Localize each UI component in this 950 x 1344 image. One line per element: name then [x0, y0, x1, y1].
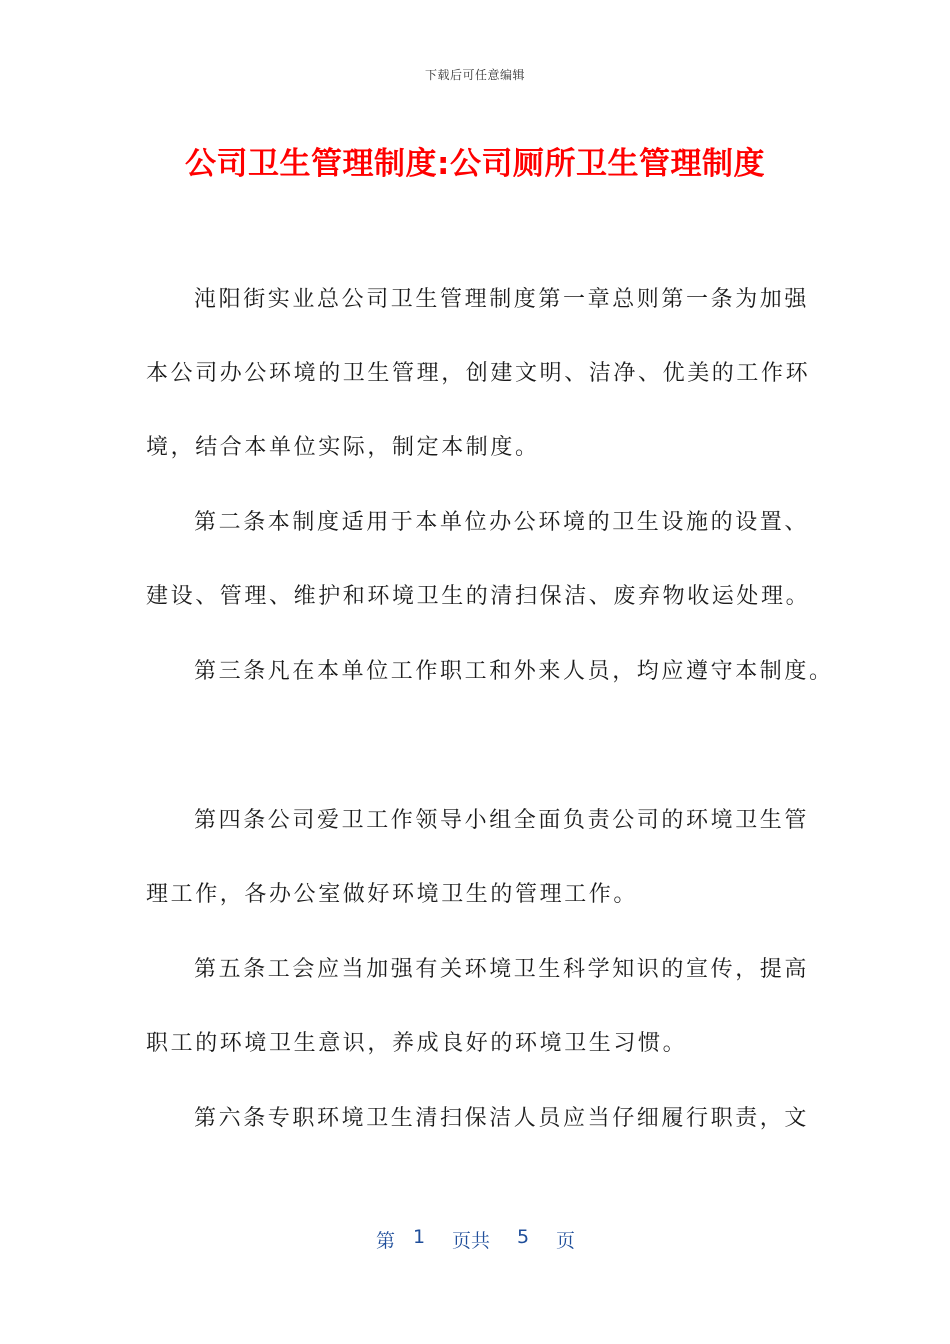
footer-page-number: 1 [413, 1226, 426, 1248]
paragraph-1-line-3: 境，结合本单位实际，制定本制度。 [146, 435, 540, 460]
paragraph-1-line-2: 本公司办公环境的卫生管理，创建文明、洁净、优美的工作环 [146, 361, 811, 386]
paragraph-4-line-2: 理工作，各办公室做好环境卫生的管理工作。 [146, 882, 639, 907]
paragraph-2-line-1: 第二条本制度适用于本单位办公环境的卫生设施的设置、 [194, 510, 810, 535]
footer-total-pages: 5 [517, 1226, 530, 1248]
paragraph-1-line-1: 沌阳街实业总公司卫生管理制度第一章总则第一条为加强 [194, 287, 810, 312]
header-note: 下载后可任意编辑 [424, 68, 525, 82]
document-title: 公司卫生管理制度:公司厕所卫生管理制度 [185, 146, 765, 182]
paragraph-5-line-1: 第五条工会应当加强有关环境卫生科学知识的宣传，提高 [194, 957, 810, 982]
footer-suffix: 页 [556, 1230, 576, 1252]
footer-prefix: 第 [376, 1230, 396, 1252]
paragraph-3-line-1: 第三条凡在本单位工作职工和外来人员，均应遵守本制度。 [194, 659, 834, 684]
footer-middle: 页共 [452, 1230, 491, 1252]
paragraph-5-line-2: 职工的环境卫生意识，养成良好的环境卫生习惯。 [146, 1031, 688, 1056]
paragraph-6-line-1: 第六条专职环境卫生清扫保洁人员应当仔细履行职责，文 [194, 1106, 810, 1131]
paragraph-4-line-1: 第四条公司爱卫工作领导小组全面负责公司的环境卫生管 [194, 808, 810, 833]
paragraph-2-line-2: 建设、管理、维护和环境卫生的清扫保洁、废弃物收运处理。 [146, 584, 811, 609]
